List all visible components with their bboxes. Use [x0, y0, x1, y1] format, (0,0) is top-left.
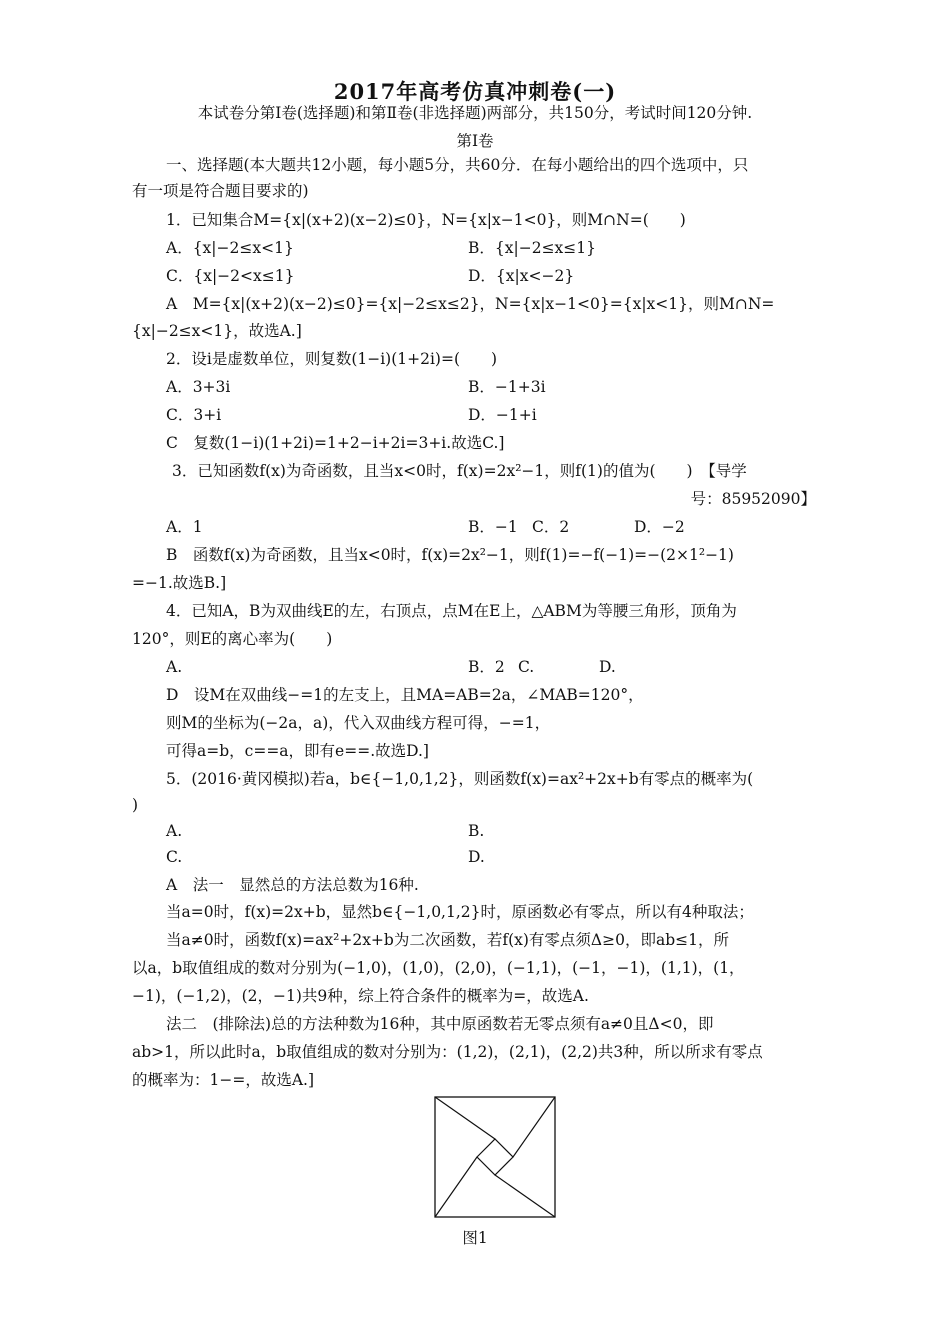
question-4-stem-line1: 4．已知A，B为双曲线E的左，右顶点，点M在E上，△ABM为等腰三角形，顶角为 [166, 602, 737, 620]
question-4-stem-line2: 120°，则E的离心率为( ) [132, 630, 333, 648]
question-1-option-b: B．{x|−2≤x≤1} [468, 239, 597, 257]
question-1-option-c: C．{x|−2<x≤1} [166, 267, 295, 285]
part-heading: 第Ⅰ卷 [456, 132, 494, 150]
question-5-option-b: B. [468, 822, 485, 840]
question-5-solution-line4: 以a，b取值组成的数对分别为(−1,0)，(1,0)，(2,0)，(−1,1)，(−1，−1)，(1,1)，(1， [132, 959, 745, 977]
section-instructions-line2: 有一项是符合题目要求的) [132, 182, 309, 200]
question-3-stem: 3．已知函数f(x)为奇函数，且当x<0时，f(x)=2x²−1，则f(1)的值为( ) 【导学 [172, 462, 747, 480]
question-4-option-a: A. [166, 658, 183, 676]
section-instructions-line1: 一、选择题(本大题共12小题，每小题5分，共60分．在每小题给出的四个选项中，只 [166, 156, 749, 174]
question-5-solution-line7: ab>1，所以此时a，b取值组成的数对分别为：(1,2)，(2,1)，(2,2)共3种，所以所求有零点 [132, 1043, 763, 1061]
question-1-solution-line1: A M={x|(x+2)(x−2)≤0}={x|−2≤x≤2}，N={x|x−1<0}={x|x<1}，则M∩N= [166, 295, 775, 313]
question-4-solution-line3: 可得a=b，c==a，即有e==.故选D.] [166, 742, 429, 760]
question-5-solution-line3: 当a≠0时，函数f(x)=ax²+2x+b为二次函数，若f(x)有零点须Δ≥0，即ab≤1，所 [166, 931, 729, 949]
question-1-stem: 1．已知集合M={x|(x+2)(x−2)≤0}，N={x|x−1<0}，则M∩N=( ) [166, 211, 686, 229]
question-5-solution-line5: −1)，(−1,2)，(2，−1)共9种，综上符合条件的概率为=，故选A. [132, 987, 589, 1005]
question-3-option-b: B．−1 [468, 518, 518, 536]
exam-intro: 本试卷分第Ⅰ卷(选择题)和第Ⅱ卷(非选择题)两部分，共150分，考试时间120分钟. [197, 104, 753, 122]
question-2-option-d: D．−1+i [468, 406, 537, 424]
question-5-solution-line8: 的概率为：1−=，故选A.] [132, 1071, 315, 1089]
question-2-option-a: A．3+3i [166, 378, 231, 396]
question-3-solution-line1: B 函数f(x)为奇函数，且当x<0时，f(x)=2x²−1，则f(1)=−f(−1)=−(2×1²−1) [166, 546, 734, 564]
question-2-solution: C 复数(1−i)(1+2i)=1+2−i+2i=3+i.故选C.] [166, 434, 505, 452]
question-2-option-c: C．3+i [166, 406, 222, 424]
question-3-guide-number: 号：85952090】 [690, 490, 816, 508]
question-4-option-c: C. [518, 658, 535, 676]
question-4-option-d: D. [599, 658, 616, 676]
question-5-solution-line1: A 法一 显然总的方法总数为16种. [166, 876, 419, 894]
question-4-solution-line2: 则M的坐标为(−2a，a)，代入双曲线方程可得，−=1， [166, 714, 551, 732]
question-4-option-b: B．2 [468, 658, 505, 676]
figure-1-diagram [434, 1096, 556, 1218]
question-1-option-d: D．{x|x<−2} [468, 267, 575, 285]
question-3-option-a: A．1 [166, 518, 203, 536]
figure-1-caption: 图1 [462, 1229, 488, 1247]
question-1-solution-line2: {x|−2≤x<1}，故选A.] [132, 322, 302, 340]
question-2-stem: 2．设i是虚数单位，则复数(1−i)(1+2i)=( ) [166, 350, 498, 368]
question-4-solution-line1: D 设M在双曲线−=1的左支上，且MA=AB=2a，∠MAB=120°， [166, 686, 644, 704]
question-2-option-b: B．−1+3i [468, 378, 546, 396]
question-5-stem-line2: ) [132, 796, 139, 814]
question-3-option-d: D．−2 [634, 518, 685, 536]
question-3-solution-line2: =−1.故选B.] [132, 574, 227, 592]
question-5-option-c: C. [166, 848, 183, 866]
exam-title: 2017年高考仿真冲刺卷(一) [333, 79, 617, 104]
question-5-solution-line6: 法二 (排除法)总的方法种数为16种，其中原函数若无零点须有a≠0且Δ<0，即 [166, 1015, 714, 1033]
question-1-option-a: A．{x|−2≤x<1} [166, 239, 294, 257]
question-3-option-c: C．2 [532, 518, 570, 536]
question-5-stem-line1: 5．(2016·黄冈模拟)若a，b∈{−1,0,1,2}，则函数f(x)=ax²+2x+b有零点的概率为( [166, 770, 754, 788]
question-5-option-a: A. [166, 822, 183, 840]
question-5-option-d: D. [468, 848, 485, 866]
question-5-solution-line2: 当a=0时，f(x)=2x+b，显然b∈{−1,0,1,2}时，原函数必有零点，所以有4种取法； [166, 903, 754, 921]
